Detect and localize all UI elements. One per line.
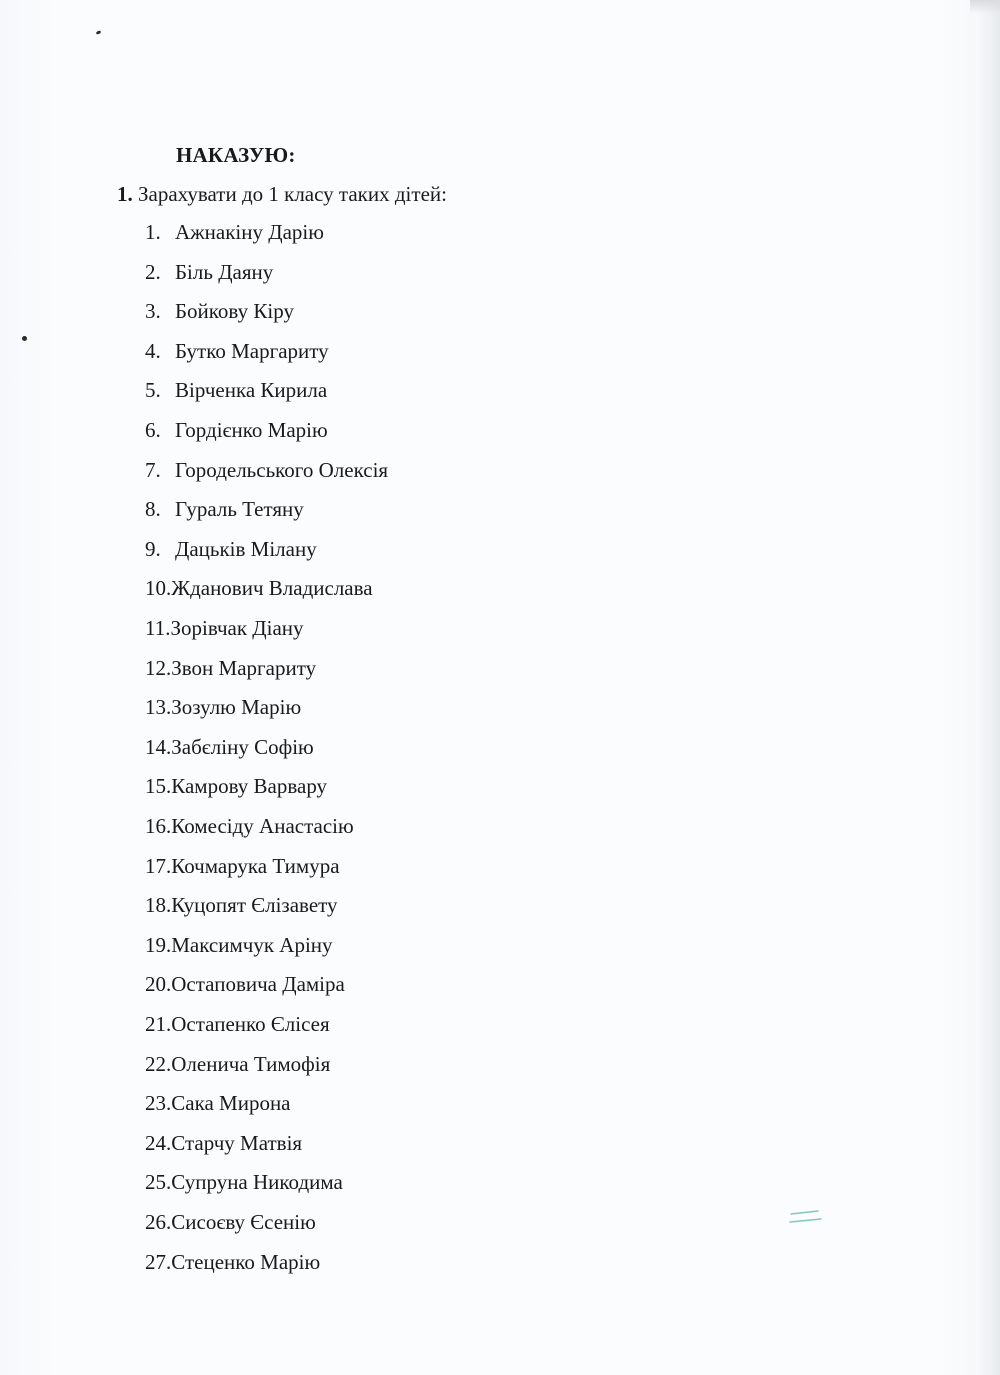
list-item-number: 18. (145, 893, 172, 918)
list-item-number: 24. (145, 1130, 172, 1155)
student-list-item (145, 933, 333, 958)
student-list-item (145, 854, 340, 879)
student-list-item (145, 616, 304, 641)
list-item-number: 27. (145, 1249, 172, 1274)
student-name: Зорівчак Діану (170, 616, 304, 640)
point-number: 1. (117, 182, 133, 206)
student-list-item (145, 220, 324, 245)
student-name: Максимчук Аріну (171, 932, 333, 957)
student-list-item (145, 814, 354, 839)
list-item-number: 25. (145, 1170, 172, 1195)
student-name: Куцопят Єлізавету (171, 893, 338, 918)
student-list-item (145, 695, 301, 720)
student-name: Стеценко Марію (171, 1249, 321, 1274)
student-name: Остаповича Даміра (171, 972, 345, 997)
list-item-number: 3. (145, 299, 161, 324)
student-list-item (145, 1170, 343, 1195)
student-name: Старчу Матвія (171, 1130, 303, 1155)
student-name: Гураль Тетяну (175, 497, 304, 522)
page-edge-shadow (978, 0, 1000, 1375)
student-name: Звон Маргариту (171, 655, 317, 680)
student-name: Остапенко Єлісея (171, 1012, 330, 1036)
student-name: Ажнакіну Дарію (175, 220, 324, 244)
student-list-item (145, 656, 316, 681)
student-name: Жданович Владислава (171, 576, 373, 601)
point-text: Зарахувати до 1 класу таких дітей: (132, 182, 447, 206)
list-item-number: 23. (145, 1091, 172, 1116)
student-list-item (145, 378, 327, 403)
student-name: Сисоєву Єсенію (171, 1210, 316, 1234)
list-item-number: 7. (145, 457, 161, 482)
order-point-1 (117, 182, 447, 207)
student-list-item (145, 458, 388, 483)
list-item-number: 11. (145, 616, 171, 640)
student-name: Кочмарука Тимура (171, 853, 340, 878)
order-heading: НАКАЗУЮ: (176, 143, 296, 167)
list-item-number: 10. (145, 576, 172, 601)
student-list-item (145, 497, 304, 522)
list-item-number: 5. (145, 378, 161, 403)
student-name: Зозулю Марію (171, 695, 302, 720)
pen-mark (788, 1208, 824, 1226)
student-name: Дацьків Мілану (175, 536, 317, 561)
student-list-item (145, 1131, 302, 1156)
list-item-number: 19. (145, 932, 172, 957)
student-list-item (145, 735, 314, 760)
list-item-number: 13. (145, 695, 172, 720)
student-name: Забєліну Софію (171, 734, 314, 759)
list-item-number: 9. (145, 536, 161, 561)
student-list-item (145, 299, 294, 324)
list-item-number: 20. (145, 972, 172, 997)
student-name: Вірченка Кирила (175, 378, 328, 403)
student-list-item (145, 1250, 320, 1275)
page-corner-shadow (970, 0, 1000, 14)
list-item-number: 1. (145, 220, 161, 244)
student-name: Сака Мирона (171, 1091, 291, 1116)
student-name: Комесіду Анастасію (171, 814, 354, 838)
student-list-item (145, 576, 373, 601)
student-name: Біль Даяну (175, 259, 274, 284)
list-item-number: 6. (145, 418, 161, 442)
student-list-item (145, 1091, 291, 1116)
student-list-item (145, 339, 329, 364)
list-item-number: 14. (145, 734, 172, 759)
student-name: Супруна Никодима (171, 1170, 343, 1195)
list-item-number: 16. (145, 814, 172, 838)
student-list-item (145, 537, 317, 562)
list-item-number: 12. (145, 655, 172, 680)
student-list-item (145, 972, 345, 997)
list-item-number: 2. (145, 259, 161, 284)
student-name: Бутко Маргариту (175, 338, 329, 363)
scan-speck (96, 30, 102, 35)
student-list-item (145, 774, 327, 799)
student-name: Городельського Олексія (175, 457, 389, 482)
student-list-item (145, 1012, 330, 1037)
student-name: Гордієнко Марію (175, 418, 328, 442)
list-item-number: 17. (145, 853, 172, 878)
list-item-number: 22. (145, 1051, 172, 1076)
student-list-item (145, 418, 328, 443)
student-list-item (145, 1052, 330, 1077)
student-list-item (145, 260, 273, 285)
list-item-number: 4. (145, 338, 161, 363)
list-item-number: 21. (145, 1012, 172, 1036)
student-list-item (145, 1210, 316, 1235)
student-name: Бойкову Кіру (175, 299, 294, 324)
student-list-item (145, 893, 338, 918)
list-item-number: 26. (145, 1210, 172, 1234)
list-item-number: 15. (145, 774, 172, 799)
list-item-number: 8. (145, 497, 161, 522)
scan-speck (22, 336, 27, 341)
student-name: Оленича Тимофія (171, 1051, 331, 1076)
student-name: Камрову Варвару (171, 774, 328, 799)
